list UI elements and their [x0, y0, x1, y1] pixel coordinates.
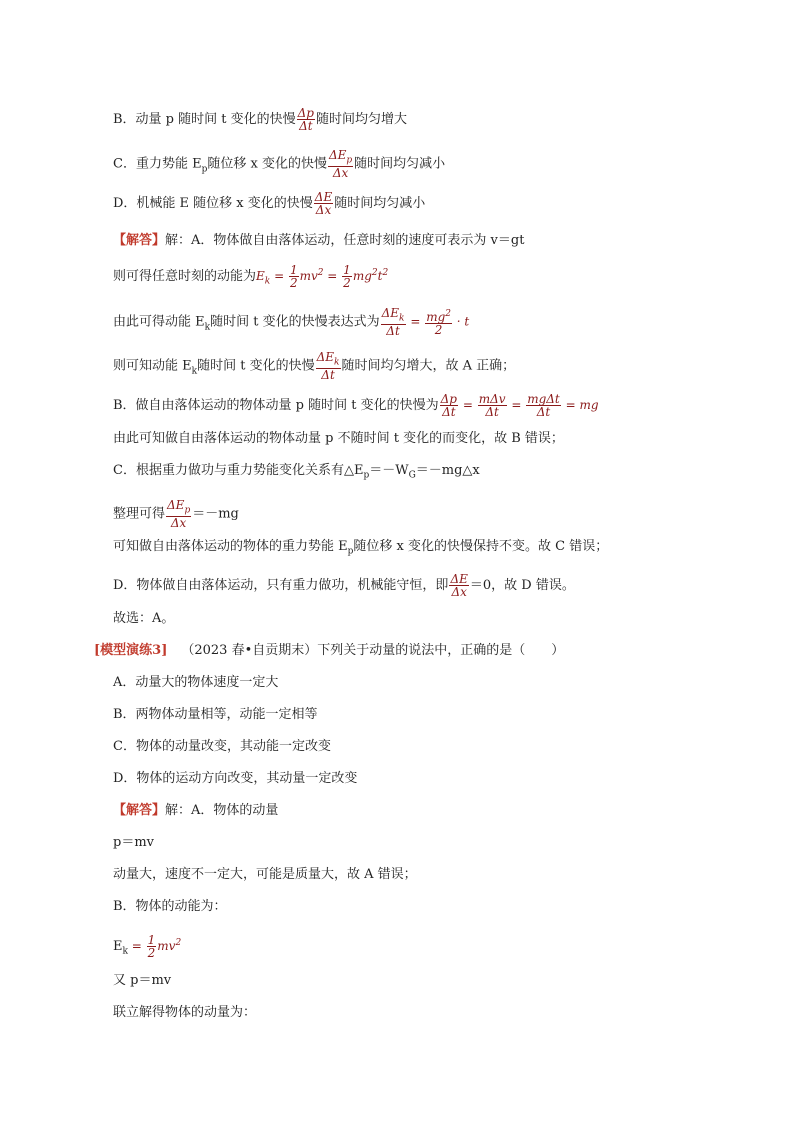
question-3-stem: [模型演练3] （2023 春•自贡期末）下列关于动量的说法中，正确的是（ ）: [94, 643, 565, 658]
q3-answer-line-5: $E_k$ = $\frac{1}{2}$ $mv^2$: [113, 933, 182, 960]
option-b: B．动量 p 随时间 t 变化的快慢 $\frac{\Delta p}{\Delta t}$ 随时间均匀增大: [113, 106, 408, 133]
q3-answer-line-7: 联立解得物体的动量为：: [113, 1005, 257, 1020]
q3-answer-line-3: 动量大，速度不一定大，可能是质量大，故 A 错误；: [113, 867, 417, 882]
q3-answer-line-2: p＝mv: [113, 835, 154, 850]
answer-line-2: 则可得任意时刻的动能为$E_k$ = $\frac{1}{2}$ $mv^2$ = $\frac{1}{2}$ $mg^2t^2$: [113, 263, 389, 290]
q3-option-d: D．物体的运动方向改变，其动量一定改变: [113, 771, 358, 786]
answer-line-10: D．物体做自由落体运动，只有重力做功，机械能守恒，即 $\frac{\Delta E}{\Delta x}$ ＝0，故 D 错误。: [113, 572, 575, 599]
q3-answer-line-4: B．物体的动能为：: [113, 899, 227, 914]
answer-line-7: C．根据重力做功与重力势能变化关系有$\triangle E_p=-W_G=-mg\triangle x$: [113, 463, 480, 481]
fraction-dep-dx: $\frac{\Delta E_p}{\Delta x}$: [328, 148, 353, 181]
q3-answer-line-6: 又 p＝mv: [113, 973, 172, 988]
option-c: C．重力势能 $E_p$随位移 x 变化的快慢 $\frac{\Delta E_p}{\Delta x}$ 随时间均匀减小: [113, 148, 446, 181]
fraction-dp-dt: $\frac{\Delta p}{\Delta t}$: [297, 106, 314, 133]
answer-line-1: 【解答】解：A．物体做自由落体运动，任意时刻的速度可表示为 v＝gt: [113, 233, 525, 248]
answer-line-9: 可知做自由落体运动的物体的重力势能 $E_p$随位移 x 变化的快慢保持不变。故 C 错误；: [113, 539, 609, 557]
answer-line-4: 则可知动能 $E_k$随时间 t 变化的快慢 $\frac{\Delta E_k}{\Delta t}$ 随时间均匀增大，故 A 正确；: [113, 350, 516, 383]
fraction-de-dx: $\frac{\Delta E}{\Delta x}$: [314, 190, 333, 217]
answer-line-11: 故选：A。: [113, 611, 175, 626]
q3-option-c: C．物体的动量改变，其动能一定改变: [113, 739, 331, 754]
answer-line-5: B．做自由落体运动的物体动量 p 随时间 t 变化的快慢为 $\frac{\Delta p}{\Delta t}$ = $\frac{\text{mΔv}}{\Delta t}$ = $\frac{\text{mgΔt}}{\Delta t}$ = mg: [113, 392, 599, 419]
answer-line-6: 由此可知做自由落体运动的物体动量 p 不随时间 t 变化的而变化，故 B 错误；: [113, 431, 564, 446]
q3-option-b: B．两物体动量相等，动能一定相等: [113, 707, 318, 722]
option-d: D．机械能 E 随位移 x 变化的快慢 $\frac{\Delta E}{\Delta x}$ 随时间均匀减小: [113, 190, 426, 217]
q3-answer-line-1: 【解答】解：A．物体的动量: [113, 803, 279, 818]
answer-line-3: 由此可得动能 $E_k$随时间 t 变化的快慢表达式为 $\frac{\Delta E_k}{\Delta t}$ = $\frac{mg^2}{2}$ · t: [113, 306, 470, 339]
q3-option-a: A．动量大的物体速度一定大: [113, 675, 279, 690]
answer-line-8: 整理可得 $\frac{\Delta E_p}{\Delta x}$ ＝－mg: [113, 498, 239, 531]
